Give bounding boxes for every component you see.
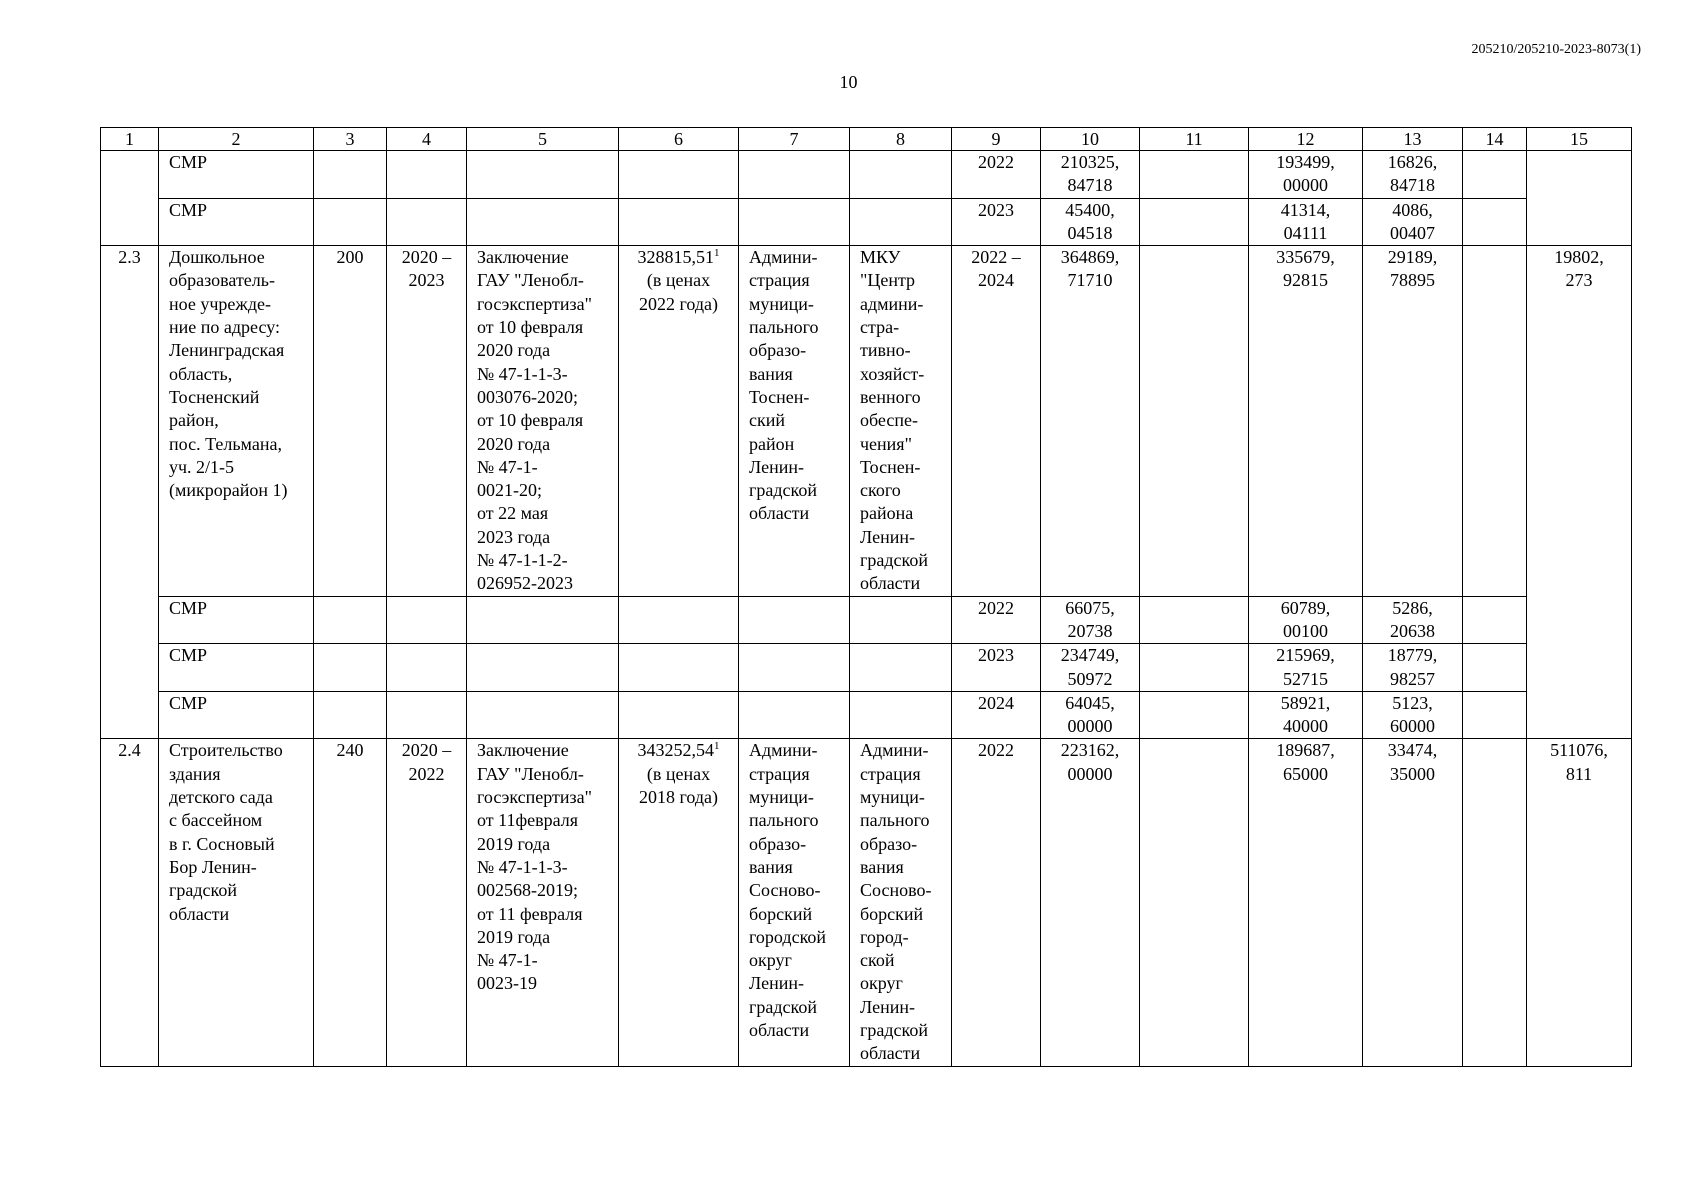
budget-cell: 189687, 65000 — [1249, 739, 1363, 1066]
period-cell: 2020 – 2023 — [387, 246, 467, 596]
empty-cell — [739, 644, 850, 692]
empty-cell — [467, 596, 619, 644]
empty-cell — [314, 198, 387, 246]
column-header: 12 — [1249, 128, 1363, 151]
empty-cell — [1140, 691, 1249, 739]
estimated-cost-value: 343252,54 — [637, 740, 714, 761]
empty-cell — [1140, 198, 1249, 246]
empty-cell — [387, 596, 467, 644]
empty-cell — [1527, 151, 1632, 246]
object-name-cell: Дошкольное образователь- ное учрежде- ние по адресу: Ленинградская область, Тосненский район, пос. Тельмана, уч. 2/1-5 (микрорайон 1) — [159, 246, 314, 596]
row-number-cell: 2.4 — [101, 739, 159, 1066]
page-number: 10 — [839, 72, 858, 92]
budget-cell: 193499, 00000 — [1249, 151, 1363, 199]
table-row — [101, 246, 1632, 596]
table-row — [101, 596, 1632, 644]
column-header: 10 — [1041, 128, 1140, 151]
developer-cell: МКУ "Центр админи- стра- тивно- хозяйст- венного обеспе- чения" Тоснен- ского района Ленин- градской области — [850, 246, 952, 596]
budget-cell: 58921, 40000 — [1249, 691, 1363, 739]
local-budget-cell: 33474, 35000 — [1363, 739, 1463, 1066]
remaining-cell: 19802, 273 — [1527, 246, 1632, 739]
year-cell: 2022 – 2024 — [952, 246, 1041, 596]
estimated-cost-cell — [619, 739, 739, 1066]
empty-cell — [1463, 151, 1527, 199]
empty-cell — [1463, 644, 1527, 692]
empty-cell — [1140, 151, 1249, 199]
capacity-cell: 200 — [314, 246, 387, 596]
column-header: 4 — [387, 128, 467, 151]
object-name-cell: Строительство здания детского сада с бассейном в г. Сосновый Бор Ленин- градской области — [159, 739, 314, 1066]
stage-label: СМР — [159, 691, 314, 739]
total-cell: 364869, 71710 — [1041, 246, 1140, 596]
empty-cell — [619, 691, 739, 739]
table-row — [101, 644, 1632, 692]
empty-cell — [467, 644, 619, 692]
empty-cell — [619, 151, 739, 199]
empty-cell — [387, 151, 467, 199]
column-header: 1 — [101, 128, 159, 151]
empty-cell — [1463, 691, 1527, 739]
empty-cell — [467, 151, 619, 199]
empty-cell — [739, 691, 850, 739]
year-cell: 2022 — [952, 739, 1041, 1066]
table-header-row — [101, 128, 1632, 151]
capacity-cell: 240 — [314, 739, 387, 1066]
year-cell: 2023 — [952, 644, 1041, 692]
total-cell: 45400, 04518 — [1041, 198, 1140, 246]
empty-cell — [850, 596, 952, 644]
empty-cell — [1140, 739, 1249, 1066]
empty-cell — [1463, 596, 1527, 644]
empty-cell — [850, 644, 952, 692]
total-cell: 66075, 20738 — [1041, 596, 1140, 644]
budget-cell: 215969, 52715 — [1249, 644, 1363, 692]
price-basis-note: (в ценах 2022 года) — [638, 270, 719, 314]
empty-cell — [850, 151, 952, 199]
column-header: 7 — [739, 128, 850, 151]
column-header: 5 — [467, 128, 619, 151]
empty-cell — [387, 644, 467, 692]
budget-cell: 60789, 00100 — [1249, 596, 1363, 644]
period-cell: 2020 – 2022 — [387, 739, 467, 1066]
empty-cell — [739, 198, 850, 246]
row-number-cell: 2.3 — [101, 246, 159, 739]
column-header: 13 — [1363, 128, 1463, 151]
local-budget-cell: 18779, 98257 — [1363, 644, 1463, 692]
total-cell: 210325, 84718 — [1041, 151, 1140, 199]
total-cell: 223162, 00000 — [1041, 739, 1140, 1066]
empty-cell — [1463, 246, 1527, 596]
empty-cell — [467, 198, 619, 246]
table-row — [101, 151, 1632, 199]
empty-cell — [1140, 596, 1249, 644]
budget-cell: 335679, 92815 — [1249, 246, 1363, 596]
column-header: 11 — [1140, 128, 1249, 151]
year-cell: 2023 — [952, 198, 1041, 246]
total-cell: 64045, 00000 — [1041, 691, 1140, 739]
empty-cell — [387, 691, 467, 739]
empty-cell — [387, 198, 467, 246]
customer-cell: Админи- страция муници- пального образо- вания Сосново- борский городской округ Ленин- градской области — [739, 739, 850, 1066]
budget-cell: 41314, 04111 — [1249, 198, 1363, 246]
empty-cell — [314, 644, 387, 692]
empty-cell — [314, 691, 387, 739]
column-header: 6 — [619, 128, 739, 151]
remaining-cell: 511076, 811 — [1527, 739, 1632, 1066]
footnote-mark: 1 — [714, 247, 720, 260]
table-row — [101, 739, 1632, 1066]
footnote-mark: 1 — [714, 740, 720, 753]
stage-label: СМР — [159, 644, 314, 692]
estimated-cost-cell — [619, 246, 739, 596]
column-header: 8 — [850, 128, 952, 151]
stage-label: СМР — [159, 198, 314, 246]
document-id: 205210/205210-2023-8073(1) — [1471, 42, 1641, 57]
empty-cell — [619, 198, 739, 246]
local-budget-cell: 4086, 00407 — [1363, 198, 1463, 246]
empty-cell — [739, 151, 850, 199]
empty-cell — [467, 691, 619, 739]
data-table — [100, 127, 1632, 1067]
empty-cell — [619, 596, 739, 644]
developer-cell: Админи- страция муници- пального образо- вания Сосново- борский город- ской округ Ленин- градской области — [850, 739, 952, 1066]
column-header: 14 — [1463, 128, 1527, 151]
expertise-cell: Заключение ГАУ "Ленобл- госэкспертиза" от 10 февраля 2020 года № 47-1-1-3- 003076-2020; от 10 февраля 2020 года № 47-1- 0021-20; от 22 мая 2023 года № 47-1-1-2- 026952-2023 — [467, 246, 619, 596]
year-cell: 2024 — [952, 691, 1041, 739]
total-cell: 234749, 50972 — [1041, 644, 1140, 692]
empty-cell — [1140, 644, 1249, 692]
local-budget-cell: 29189, 78895 — [1363, 246, 1463, 596]
stage-label: СМР — [159, 596, 314, 644]
empty-cell — [314, 596, 387, 644]
empty-cell — [1140, 246, 1249, 596]
customer-cell: Админи- страция муници- пального образо- вания Тоснен- ский район Ленин- градской области — [739, 246, 850, 596]
year-cell: 2022 — [952, 596, 1041, 644]
table-row — [101, 198, 1632, 246]
empty-cell — [850, 691, 952, 739]
local-budget-cell: 5286, 20638 — [1363, 596, 1463, 644]
column-header: 9 — [952, 128, 1041, 151]
stage-label: СМР — [159, 151, 314, 199]
empty-cell — [314, 151, 387, 199]
table-row — [101, 691, 1632, 739]
expertise-cell: Заключение ГАУ "Ленобл- госэкспертиза" от 11февраля 2019 года № 47-1-1-3- 002568-2019; от 11 февраля 2019 года № 47-1- 0023-19 — [467, 739, 619, 1066]
empty-cell — [1463, 198, 1527, 246]
empty-cell — [619, 644, 739, 692]
local-budget-cell: 16826, 84718 — [1363, 151, 1463, 199]
year-cell: 2022 — [952, 151, 1041, 199]
local-budget-cell: 5123, 60000 — [1363, 691, 1463, 739]
price-basis-note: (в ценах 2018 года) — [638, 763, 719, 808]
empty-cell — [850, 198, 952, 246]
empty-cell — [739, 596, 850, 644]
column-header: 2 — [159, 128, 314, 151]
empty-cell — [1463, 739, 1527, 1066]
estimated-cost-value: 328815,51 — [637, 247, 714, 268]
row-number-cell — [101, 151, 159, 246]
column-header: 3 — [314, 128, 387, 151]
column-header: 15 — [1527, 128, 1632, 151]
